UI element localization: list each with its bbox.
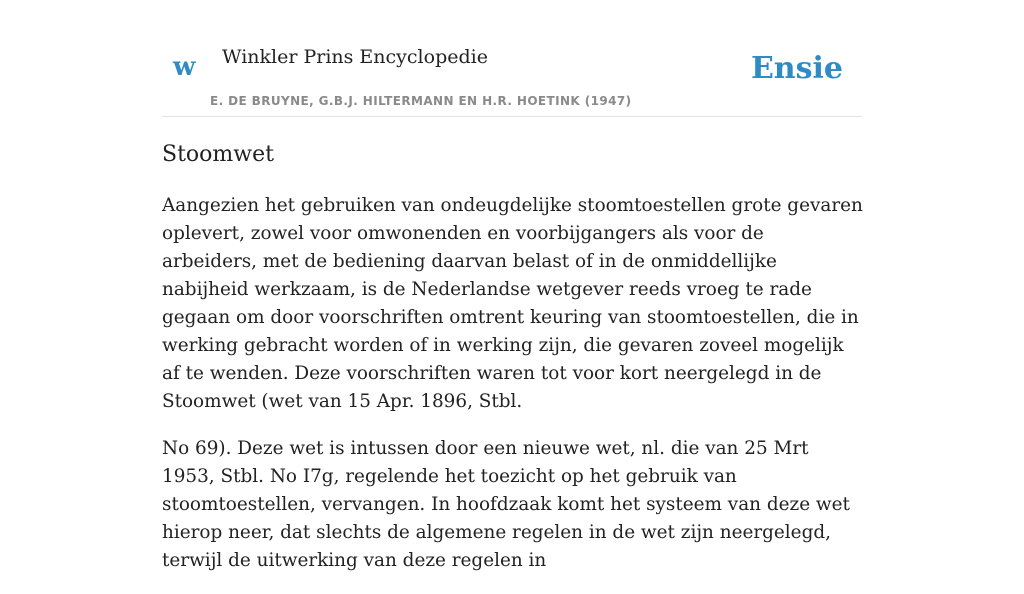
site-logo[interactable]: w — [173, 52, 196, 82]
authors-line: E. DE BRUYNE, G.B.J. HILTERMANN EN H.R. HOETINK (1947) — [210, 94, 632, 108]
site-header — [162, 0, 862, 117]
article-paragraph-1: Aangezien het gebruiken van ondeugdelijke stoomtoestellen grote gevaren oplevert, zowel voor omwonenden en voorbijgangers als voor de arbeiders, met de bediening daarvan belast of in de onmiddellijke nabijheid werkzaam, is de Nederlandse wetgever reeds vroeg te rade gegaan om door voorschriften omtrent keuring van stoomtoestellen, die in werking gebracht worden of in werking zijn, die gevaren zoveel mogelijk af te wenden. Deze voorschriften waren tot voor kort neergelegd in de Stoomwet (wet van 15 Apr. 1896, Stbl. — [162, 195, 863, 412]
site-title[interactable]: Winkler Prins Encyclopedie — [222, 46, 488, 68]
brand-logo-link[interactable]: Ensie — [750, 51, 843, 86]
article-paragraph-2: No 69). Deze wet is intussen door een nieuwe wet, nl. die van 25 Mrt 1953, Stbl. No I7g, regelende het toezicht op het gebruik van stoomtoestellen, vervangen. In hoofdzaak komt het systeem van deze wet hierop neer, dat slechts de algemene regelen in de wet zijn neergelegd, terwijl de uitwerking van deze regelen in — [162, 438, 850, 571]
article-title: Stoomwet — [162, 142, 274, 167]
article-body — [162, 138, 864, 594]
